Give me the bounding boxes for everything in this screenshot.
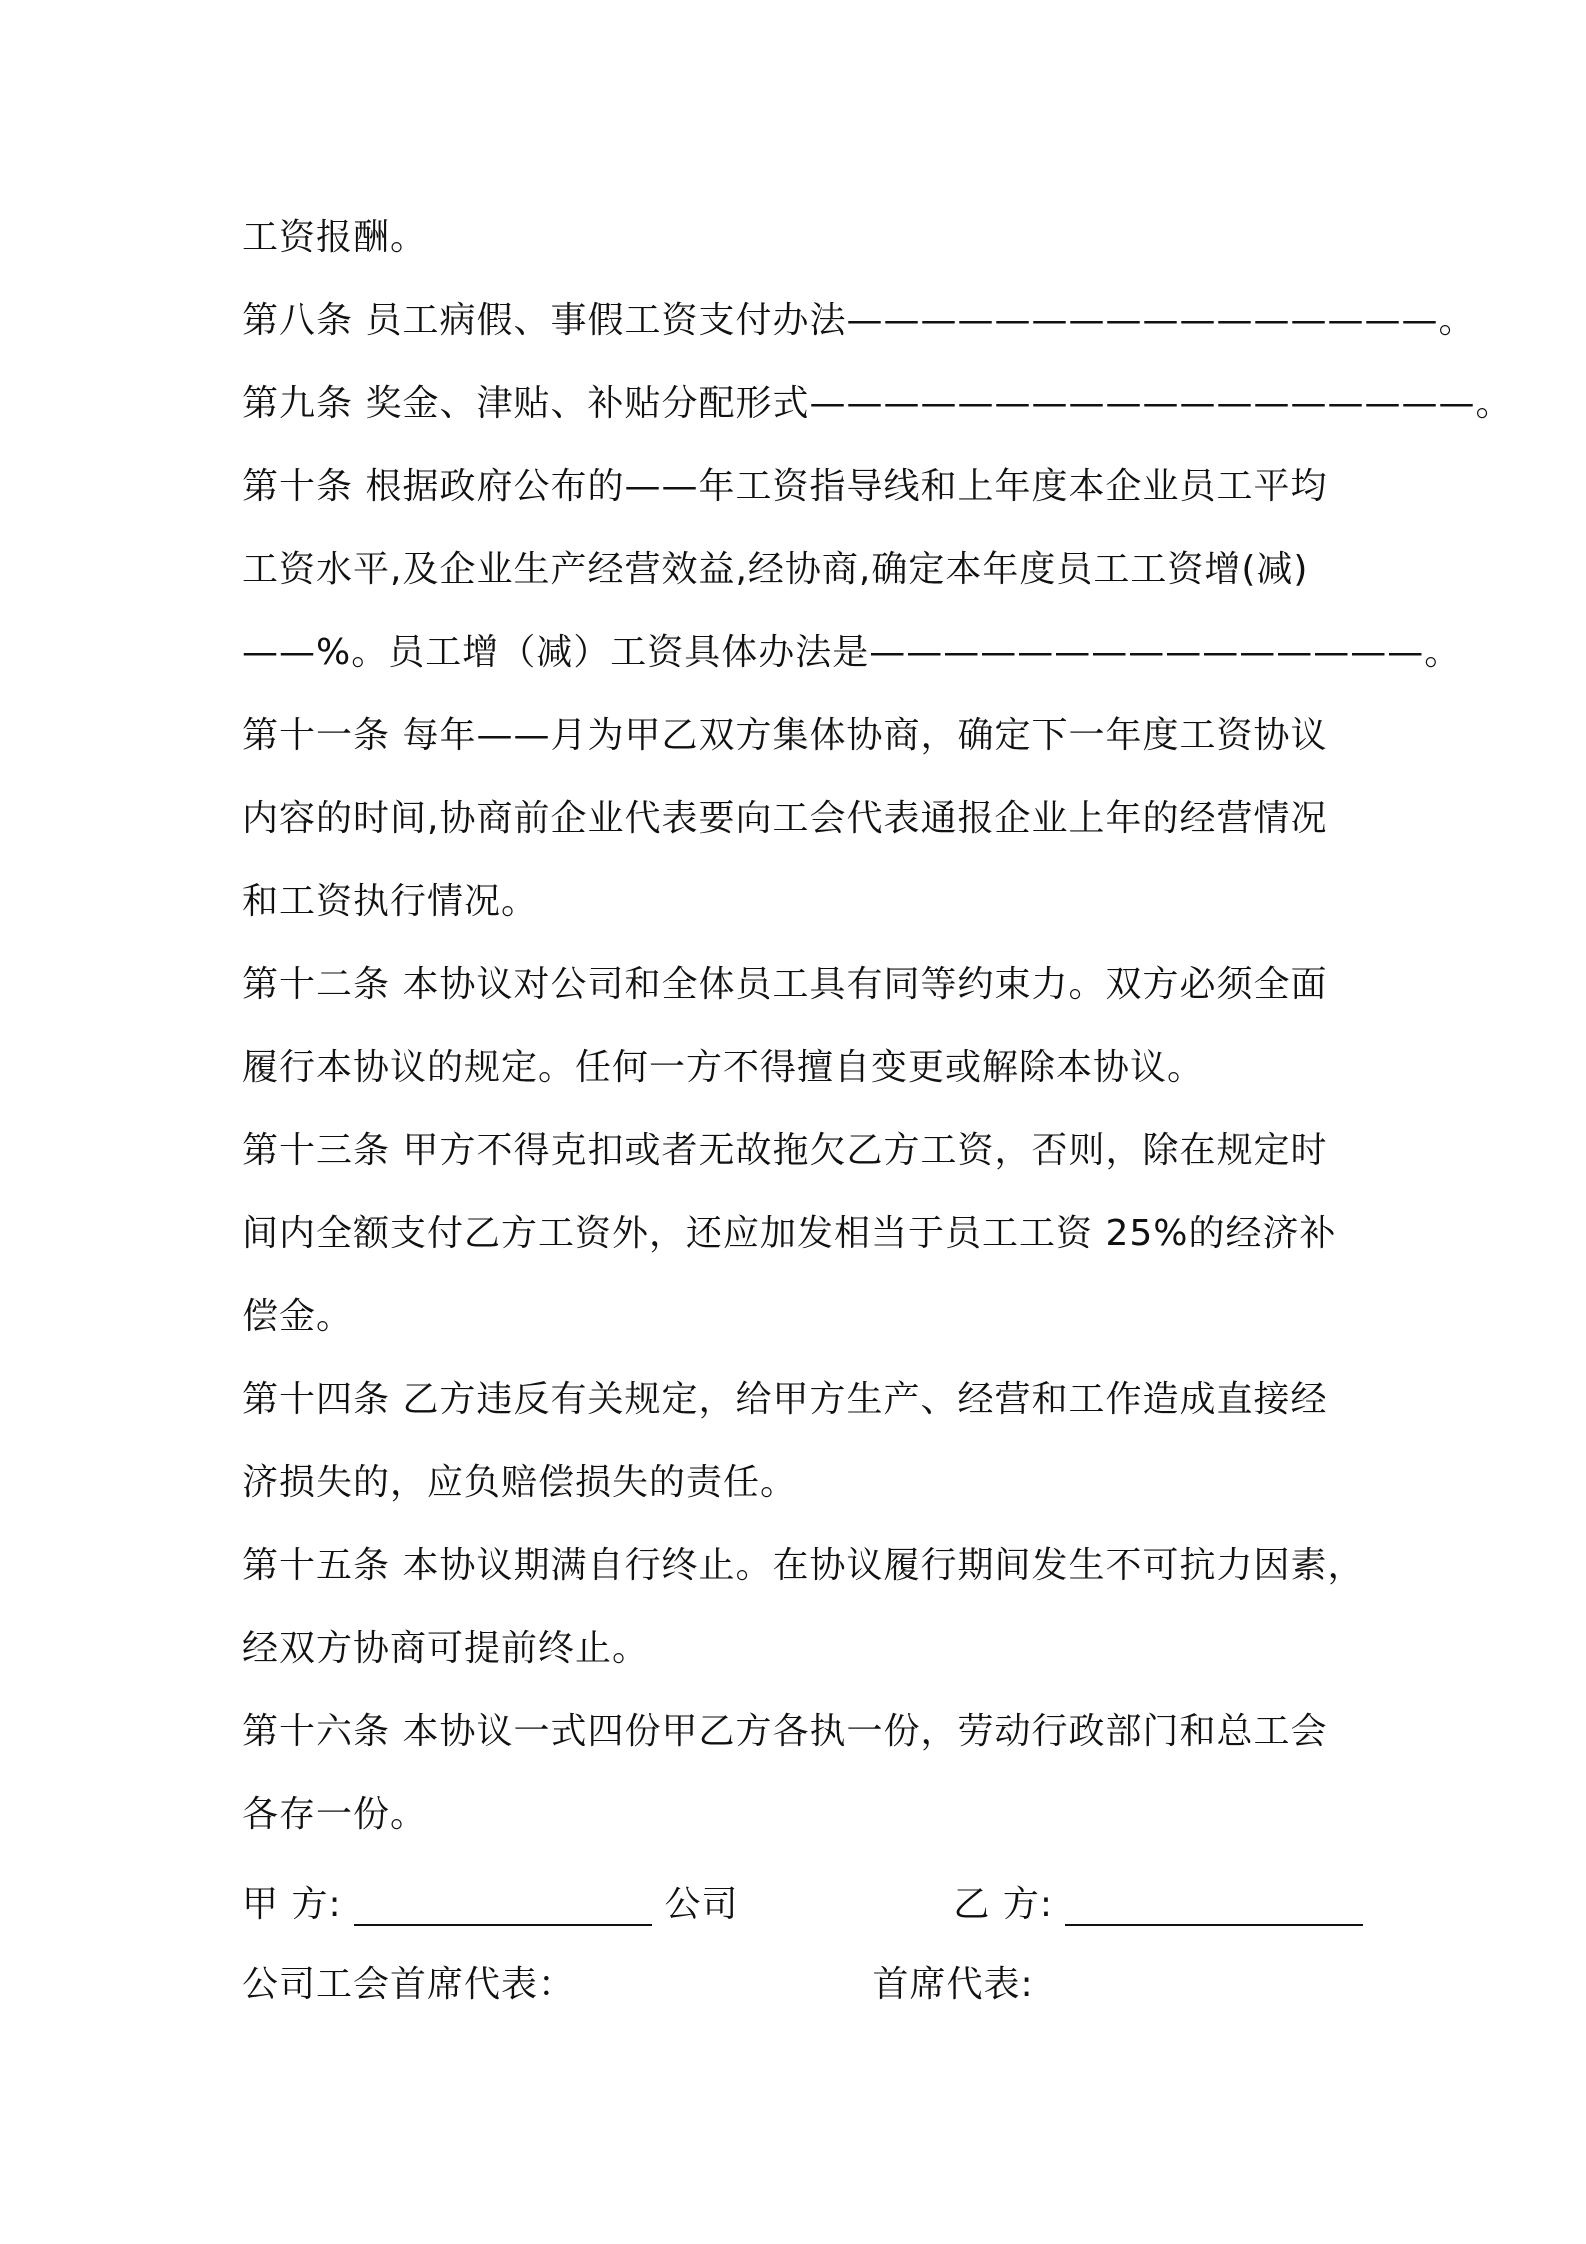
text-line: 第十条 根据政府公布的——年工资指导线和上年度本企业员工平均 — [242, 466, 1328, 507]
agreement-body — [242, 196, 1513, 1856]
representative-signature-row — [242, 1960, 1034, 2010]
text-line: 各存一份。 — [242, 1794, 428, 1835]
party-b-label: 乙 方: — [953, 1884, 1053, 1925]
text-line: 内容的时间,协商前企业代表要向工会代表通报企业上年的经营情况 — [242, 798, 1328, 839]
text-line: 第十一条 每年——月为甲乙双方集体协商，确定下一年度工资协议 — [242, 715, 1328, 756]
text-line: 经双方协商可提前终止。 — [242, 1628, 650, 1669]
text-line: 第十四条 乙方违反有关规定，给甲方生产、经营和工作造成直接经 — [242, 1379, 1328, 1420]
party-a-suffix: 公司 — [664, 1884, 739, 1925]
union-rep-label: 公司工会首席代表： — [242, 1964, 576, 2005]
text-line: 第十三条 甲方不得克扣或者无故拖欠乙方工资，否则，除在规定时 — [242, 1130, 1328, 1171]
text-line: 偿金。 — [242, 1296, 354, 1337]
text-line: 工资水平,及企业生产经营效益,经协商,确定本年度员工工资增(减) — [242, 549, 1309, 590]
party-a-blank-line — [354, 1886, 652, 1926]
text-line: 济损失的，应负赔偿损失的责任。 — [242, 1462, 798, 1503]
text-line: 第十五条 本协议期满自行终止。在协议履行期间发生不可抗力因素， — [242, 1545, 1365, 1586]
text-line: 第九条 奖金、津贴、补贴分配形式——————————————————。 — [242, 383, 1513, 424]
text-line: 和工资执行情况。 — [242, 881, 539, 922]
text-line: 第十二条 本协议对公司和全体员工具有同等约束力。双方必须全面 — [242, 964, 1328, 1005]
text-line: 第十六条 本协议一式四份甲乙方各执一份，劳动行政部门和总工会 — [242, 1711, 1328, 1752]
party-a-label: 甲 方: — [242, 1884, 342, 1925]
text-line: 工资报酬。 — [242, 217, 428, 258]
chief-rep-label: 首席代表: — [872, 1964, 1034, 2005]
party-signature-row — [242, 1880, 1363, 1930]
text-line: 履行本协议的规定。任何一方不得擅自变更或解除本协议。 — [242, 1047, 1205, 1088]
text-line: 第八条 员工病假、事假工资支付办法————————————————。 — [242, 300, 1476, 341]
text-line: 间内全额支付乙方工资外，还应加发相当于员工工资 25%的经济补 — [242, 1213, 1337, 1254]
text-line: ——%。员工增（减）工资具体办法是———————————————。 — [242, 632, 1462, 673]
party-b-blank-line — [1065, 1886, 1363, 1926]
